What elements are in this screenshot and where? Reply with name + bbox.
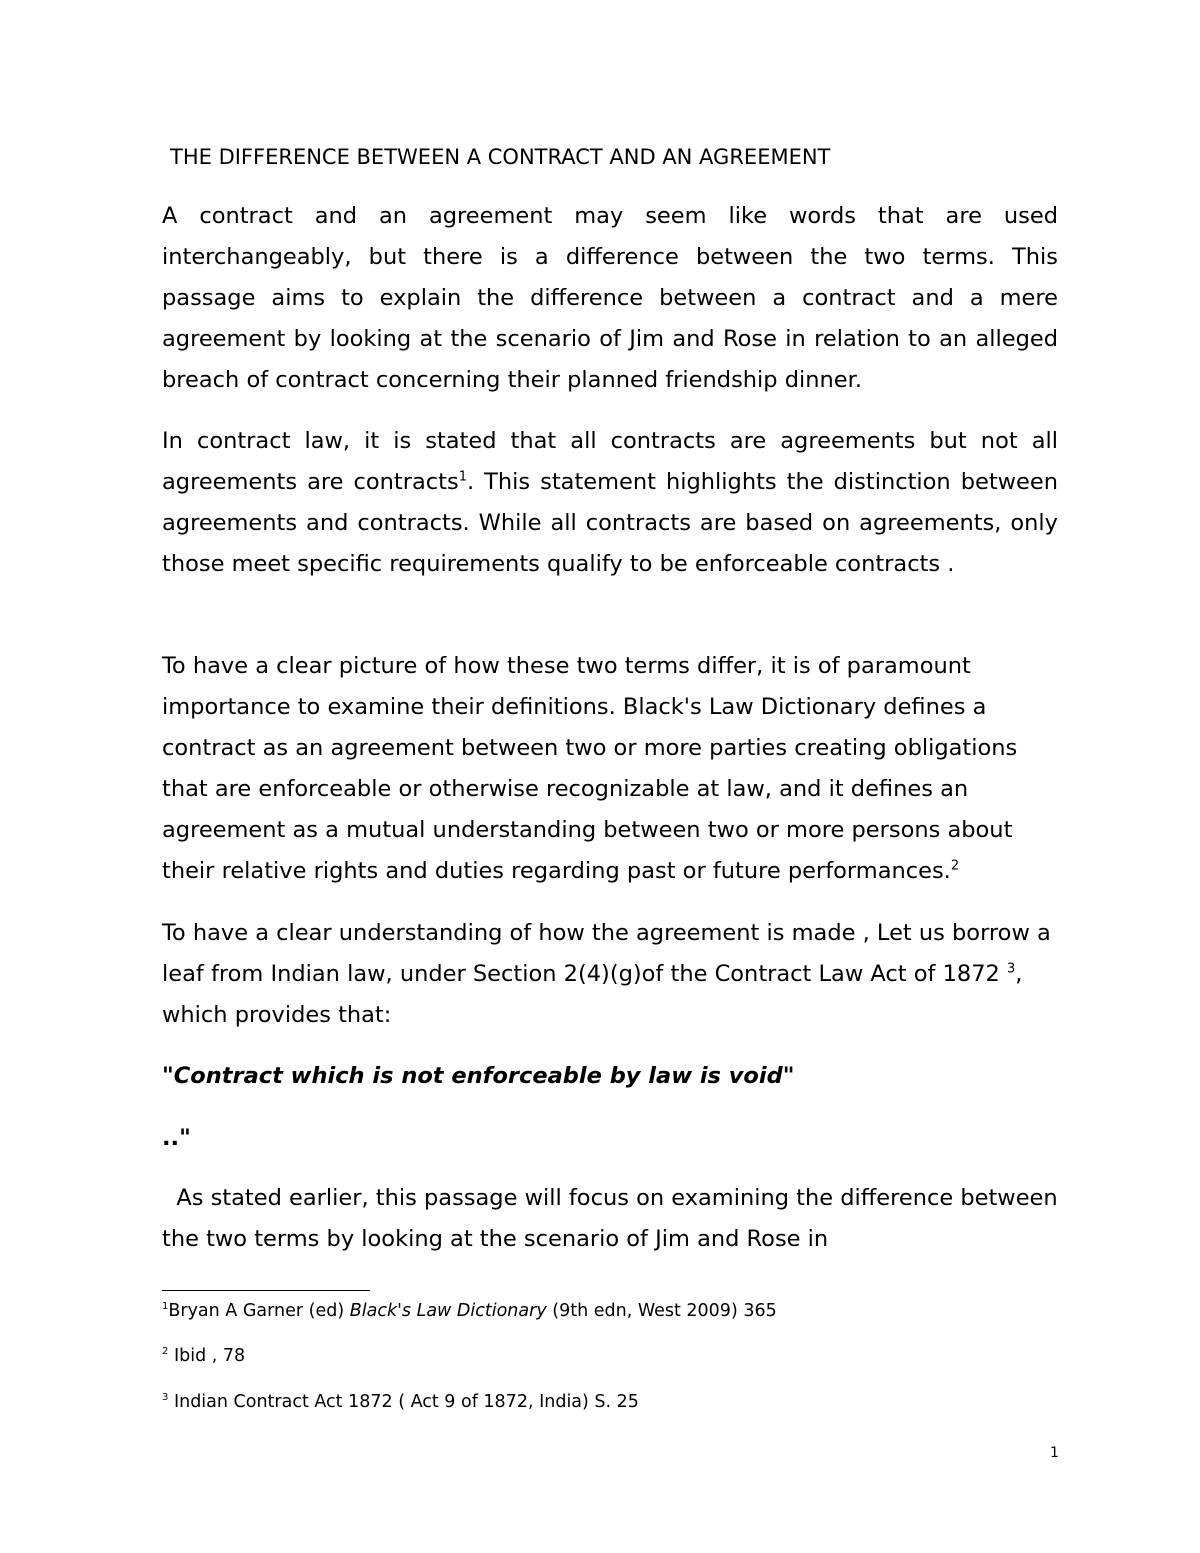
footnote-3 (162, 1390, 639, 1414)
footnote-1 (162, 1299, 777, 1323)
paragraph-contract-law-text-end: . This statement highlights the distinction between agreements and contracts. While all contracts are based on agreements, only those meet specific requirements qualify to be enforceable contracts . (162, 469, 1058, 577)
paragraph-scenario-text: As stated earlier, this passage will focus on examining the difference between the two terms by looking at the scenario of Jim and Rose in (162, 1185, 1058, 1252)
footnote-2 (162, 1344, 245, 1368)
paragraph-definitions (162, 646, 1058, 892)
quote-open-mark: " (162, 1063, 174, 1089)
footnote-reference-2: 2 (950, 858, 960, 874)
footnote-3-mark: 3 (162, 1392, 169, 1404)
footnote-reference-3: 3 (1007, 961, 1016, 977)
paragraph-contract-law-text-start: In contract law, it is stated that all contracts are agreements but not all agreements are contracts (162, 428, 1058, 495)
paragraph-indian-law-text-end: , which provides that: (162, 961, 1023, 1028)
paragraph-indian-law-text-start: To have a clear understanding of how the agreement is made , Let us borrow a leaf from Indian law, under Section 2(4)(g)of the Contract Law Act of 1872 (162, 920, 1051, 987)
paragraph-indian-law (162, 913, 1058, 1036)
footnote-1-mark: 1 (162, 1301, 169, 1313)
footnote-1-text-end: (9th edn, West 2009) 365 (546, 1301, 777, 1321)
quote-trailing-marks: .." (162, 1125, 191, 1151)
quoted-provision (162, 1058, 794, 1094)
footnote-1-source-title: Black's Law Dictionary (349, 1301, 547, 1321)
footnote-2-text: Ibid , 78 (168, 1346, 246, 1366)
paragraph-scenario (162, 1178, 1058, 1260)
paragraph-intro: A contract and an agreement may seem like words that are used interchangeably, but there is a difference between the two terms. This passage aims to explain the difference between a contract and a mere agreement by looking at the scenario of Jim and Rose in relation to an alleged breach of contract concerning their planned friendship dinner. (162, 203, 1058, 393)
footnote-1-text-start: Bryan A Garner (ed) (168, 1301, 350, 1321)
paragraph-contract-law (162, 421, 1058, 585)
footnote-reference-1: 1 (458, 469, 467, 485)
quote-close-mark: " (782, 1063, 795, 1089)
footnote-2-mark: 2 (162, 1346, 169, 1358)
page-number: 1 (1050, 1445, 1059, 1461)
footnote-3-text: Indian Contract Act 1872 ( Act 9 of 1872, India) S. 25 (168, 1392, 639, 1412)
footnote-separator (162, 1290, 370, 1291)
quoted-provision-text: Contract which is not enforceable by law is void (173, 1063, 783, 1089)
document-title: THE DIFFERENCE BETWEEN A CONTRACT AND AN AGREEMENT (170, 145, 831, 169)
paragraph-definitions-text: To have a clear picture of how these two terms differ, it is of paramount importance to examine their definitions. Black's Law Dictionary defines a contract as an agreement between two or more parties creating obligations that are enforceable or otherwise recognizable at law, and it defines an agreement as a mutual understanding between two or more persons about their relative rights and duties regarding past or future performances. (162, 653, 1018, 884)
